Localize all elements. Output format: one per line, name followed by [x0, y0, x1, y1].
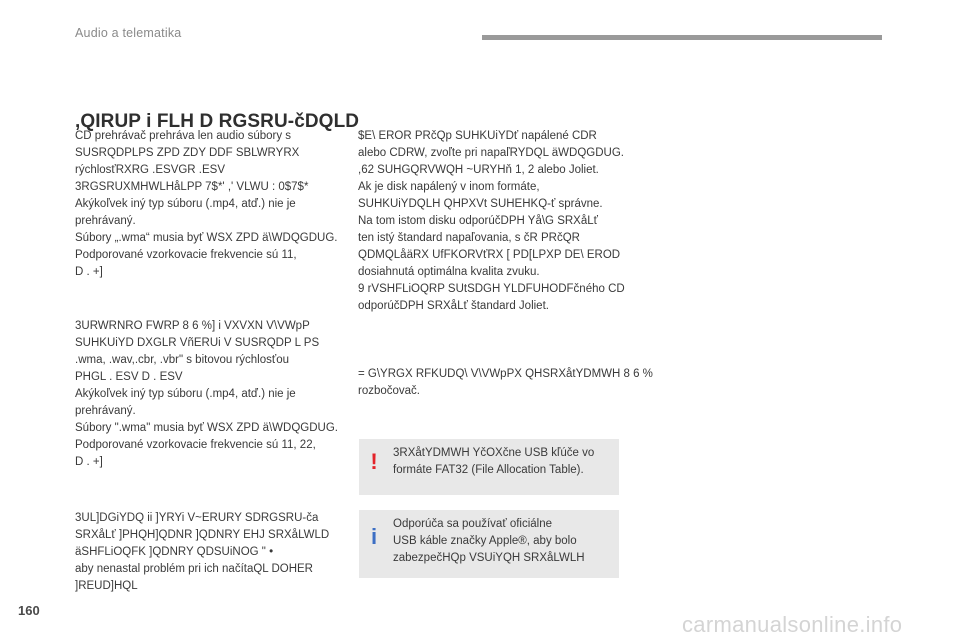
left-column-2	[75, 318, 347, 471]
exclamation-icon: !	[370, 449, 378, 474]
text-line: ]REUD]HQL	[75, 580, 138, 592]
info-icon: i	[370, 524, 378, 549]
header-section-title: Audio a telematika	[75, 26, 182, 40]
warning-note	[359, 439, 619, 495]
text-line: SUHKUiYD DXGLR VñERUi V SUSRQDP L PS	[75, 337, 320, 349]
text-line: SRXåLť ]PHQH]QDNR ]QDNRY EHJ SRXåLWLD	[75, 529, 330, 541]
text-line: D . +]	[75, 266, 103, 278]
warning-note-text	[393, 445, 615, 479]
text-line: 3RXåtYDMWH YčOXčne USB kľúče vo	[393, 447, 595, 459]
text-line: 3RGSRUXMHWLHåLPP 7$*' ,' VLWU : 0$7$*	[75, 181, 309, 193]
page-title: ,QIRUP i FLH D RGSRU-čDQLD	[75, 110, 360, 132]
text-line: Súbory „.wma“ musia byť WSX ZPD ä\WDQGDUG.	[75, 232, 338, 244]
left-paragraph-2	[75, 318, 347, 471]
left-column	[75, 128, 347, 281]
left-paragraph-1	[75, 128, 347, 281]
text-line: 3UL]DGiYDQ ii ]YRYi V~ERURY SDRGSRU-ča	[75, 512, 319, 524]
text-line: alebo CDRW, zvoľte pri napaľRYDQL äWDQGDUG.	[358, 147, 624, 159]
text-line: Súbory ".wma" musia byť WSX ZPD ä\WDQGDUG.	[75, 422, 338, 434]
text-line: $E\ EROR PRčQp SUHKUiYDť napálené CDR	[358, 130, 597, 142]
watermark: carmanualsonline.info	[682, 612, 903, 637]
text-line: ten istý štandard napaľovania, s čR PRčQR	[358, 232, 580, 244]
text-line: Na tom istom disku odporúčDPH Yå\G SRXåLť	[358, 215, 598, 227]
text-line: Akýkoľvek iný typ súboru (.mp4, atď.) nie je	[75, 198, 296, 210]
left-paragraph-3	[75, 510, 347, 595]
text-line: .wma, .wav,.cbr, .vbr" s bitovou rýchlosťou	[75, 354, 289, 366]
text-line: aby nenastal problém pri ich načítaQL DOHER	[75, 563, 313, 575]
text-line: SUHKUiYDQLH QHPXVt SUHEHKQ-ť správne.	[358, 198, 603, 210]
left-column-3	[75, 510, 347, 595]
text-line: 3URWRNRO FWRP 8 6 %] i VXVXN V\VWpP	[75, 320, 310, 332]
text-line: prehrávaný.	[75, 405, 136, 417]
text-line: Podporované vzorkovacie frekvencie sú 11, 22,	[75, 439, 316, 451]
header-rule	[482, 35, 882, 40]
text-line: Akýkoľvek iný typ súboru (.mp4, atď.) nie je	[75, 388, 296, 400]
text-line: USB káble značky Apple®, aby bolo	[393, 535, 577, 547]
text-line: prehrávaný.	[75, 215, 136, 227]
info-note-text	[393, 516, 615, 567]
text-line: CD prehrávač prehráva len audio súbory s	[75, 130, 292, 142]
text-line: QDMQLåäRX UfFKORVťRX [ PD[LPXP DE\ EROD	[358, 249, 621, 261]
text-line: PHGL . ESV D . ESV	[75, 371, 183, 383]
right-column	[358, 128, 626, 315]
text-line: odporúčDPH SRXåLť štandard Joliet.	[358, 300, 549, 312]
text-line: Ak je disk napálený v inom formáte,	[358, 181, 540, 193]
text-line: zabezpečHQp VSUiYQH SRXåLWLH	[393, 552, 585, 564]
text-line: SUSRQDPLPS ZPD ZDY DDF SBLWRYRX	[75, 147, 300, 159]
right-paragraph-2	[358, 366, 653, 400]
text-line: dosiahnutá optimálna kvalita zvuku.	[358, 266, 540, 278]
info-note	[359, 510, 619, 578]
right-paragraph-1	[358, 128, 626, 315]
text-line: Podporované vzorkovacie frekvencie sú 11,	[75, 249, 297, 261]
page-number: 160	[18, 603, 40, 618]
text-line: Odporúča sa používať oficiálne	[393, 518, 553, 530]
right-column-2	[358, 366, 653, 400]
text-line: ,62 SUHGQRVWQH ~URYHň 1, 2 alebo Joliet.	[358, 164, 599, 176]
text-line: rýchlosťRXRG .ESVGR .ESV	[75, 164, 226, 176]
text-line: äSHFLiOQFK ]QDNRY QDSUiNOG " •	[75, 546, 274, 558]
text-line: 9 rVSHFLiOQRP SUtSDGH YLDFUHODFčného CD	[358, 283, 625, 295]
text-line: formáte FAT32 (File Allocation Table).	[393, 464, 584, 476]
text-line: rozbočovač.	[358, 385, 421, 397]
text-line: D . +]	[75, 456, 103, 468]
text-line: = G\YRGX RFKUDQ\ V\VWpPX QHSRXåtYDMWH 8 6 %	[358, 368, 653, 380]
